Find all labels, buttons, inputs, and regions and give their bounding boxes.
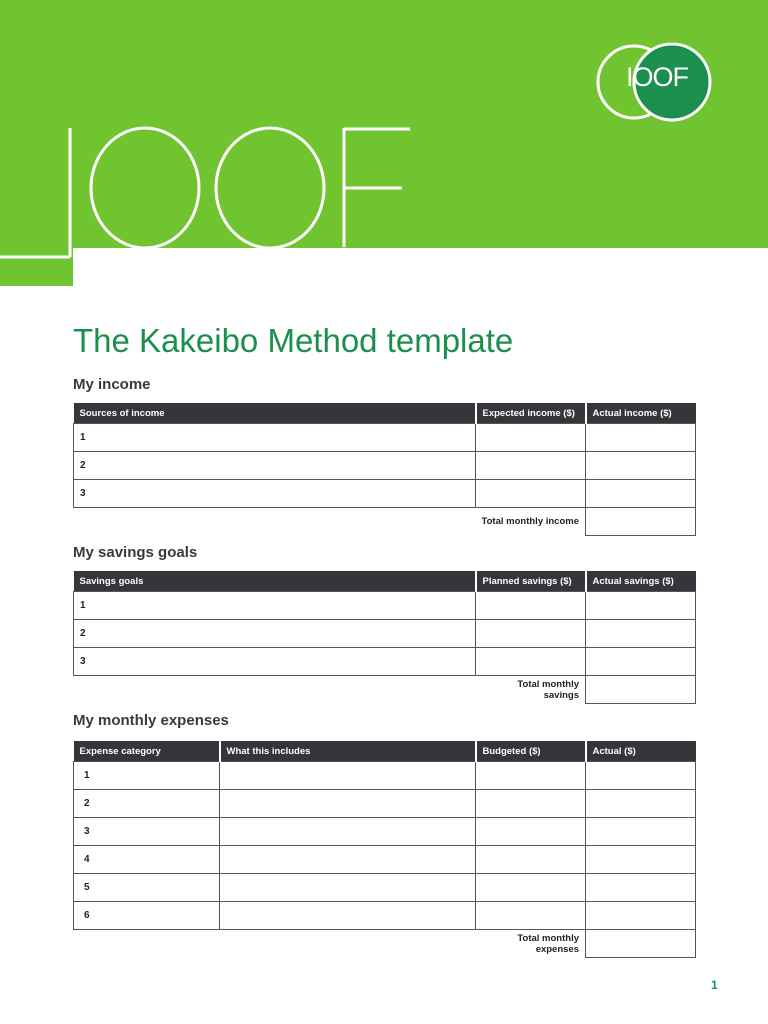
column-header: Expected income ($)	[476, 403, 586, 424]
total-row	[74, 508, 696, 536]
actual-cell[interactable]	[586, 902, 696, 930]
column-header: Planned savings ($)	[476, 571, 586, 592]
table-row	[74, 846, 696, 874]
actual-cell[interactable]	[586, 818, 696, 846]
actual-cell[interactable]	[586, 790, 696, 818]
actual-income-cell[interactable]	[586, 424, 696, 452]
budgeted-cell[interactable]	[476, 790, 586, 818]
savings-table	[73, 571, 696, 704]
row-number[interactable]: 2	[74, 452, 476, 480]
table-row	[74, 452, 696, 480]
big-ioof-wordmark	[0, 0, 430, 260]
actual-savings-cell[interactable]	[586, 648, 696, 676]
logo-text: IOOF	[626, 62, 688, 92]
page-number: 1	[711, 978, 718, 992]
total-label: Total monthly expenses	[517, 932, 579, 955]
row-number[interactable]: 4	[74, 846, 220, 874]
expenses-heading: My monthly expenses	[73, 712, 229, 729]
income-heading: My income	[73, 376, 151, 393]
actual-savings-cell[interactable]	[586, 620, 696, 648]
total-expenses-cell[interactable]	[586, 930, 696, 958]
table-row	[74, 874, 696, 902]
row-number[interactable]: 3	[74, 480, 476, 508]
actual-income-cell[interactable]	[586, 480, 696, 508]
row-number[interactable]: 1	[74, 762, 220, 790]
column-header: Budgeted ($)	[476, 741, 586, 762]
savings-heading: My savings goals	[73, 544, 198, 561]
table-row	[74, 592, 696, 620]
budgeted-cell[interactable]	[476, 762, 586, 790]
total-income-cell[interactable]	[586, 508, 696, 536]
table-row	[74, 762, 696, 790]
column-header: Sources of income	[74, 403, 476, 424]
includes-cell[interactable]	[220, 846, 476, 874]
row-number[interactable]: 1	[74, 424, 476, 452]
budgeted-cell[interactable]	[476, 902, 586, 930]
total-row	[74, 676, 696, 704]
total-label: Total monthly savings	[517, 678, 579, 701]
budgeted-cell[interactable]	[476, 846, 586, 874]
income-table	[73, 403, 696, 536]
table-row	[74, 424, 696, 452]
table-row	[74, 648, 696, 676]
page-title: The Kakeibo Method template	[73, 322, 514, 359]
actual-cell[interactable]	[586, 762, 696, 790]
table-row	[74, 790, 696, 818]
planned-savings-cell[interactable]	[476, 592, 586, 620]
row-number[interactable]: 1	[74, 592, 476, 620]
row-number[interactable]: 3	[74, 818, 220, 846]
column-header: What this includes	[220, 741, 476, 762]
column-header: Actual ($)	[586, 741, 696, 762]
includes-cell[interactable]	[220, 902, 476, 930]
expected-income-cell[interactable]	[476, 480, 586, 508]
row-number[interactable]: 2	[74, 790, 220, 818]
table-row	[74, 480, 696, 508]
row-number[interactable]: 2	[74, 620, 476, 648]
total-row	[74, 930, 696, 958]
table-row	[74, 620, 696, 648]
includes-cell[interactable]	[220, 874, 476, 902]
planned-savings-cell[interactable]	[476, 620, 586, 648]
row-number[interactable]: 6	[74, 902, 220, 930]
actual-savings-cell[interactable]	[586, 592, 696, 620]
actual-income-cell[interactable]	[586, 452, 696, 480]
actual-cell[interactable]	[586, 874, 696, 902]
total-savings-cell[interactable]	[586, 676, 696, 704]
table-header-row	[74, 741, 696, 762]
column-header: Expense category	[74, 741, 220, 762]
budgeted-cell[interactable]	[476, 818, 586, 846]
row-number[interactable]: 3	[74, 648, 476, 676]
expected-income-cell[interactable]	[476, 452, 586, 480]
expenses-table	[73, 741, 696, 958]
table-row	[74, 818, 696, 846]
budgeted-cell[interactable]	[476, 874, 586, 902]
includes-cell[interactable]	[220, 790, 476, 818]
column-header: Actual savings ($)	[586, 571, 696, 592]
row-number[interactable]: 5	[74, 874, 220, 902]
total-label: Total monthly income	[481, 516, 579, 528]
table-header-row	[74, 571, 696, 592]
includes-cell[interactable]	[220, 818, 476, 846]
planned-savings-cell[interactable]	[476, 648, 586, 676]
column-header: Actual income ($)	[586, 403, 696, 424]
expected-income-cell[interactable]	[476, 424, 586, 452]
includes-cell[interactable]	[220, 762, 476, 790]
actual-cell[interactable]	[586, 846, 696, 874]
table-row	[74, 902, 696, 930]
column-header: Savings goals	[74, 571, 476, 592]
table-header-row	[74, 403, 696, 424]
